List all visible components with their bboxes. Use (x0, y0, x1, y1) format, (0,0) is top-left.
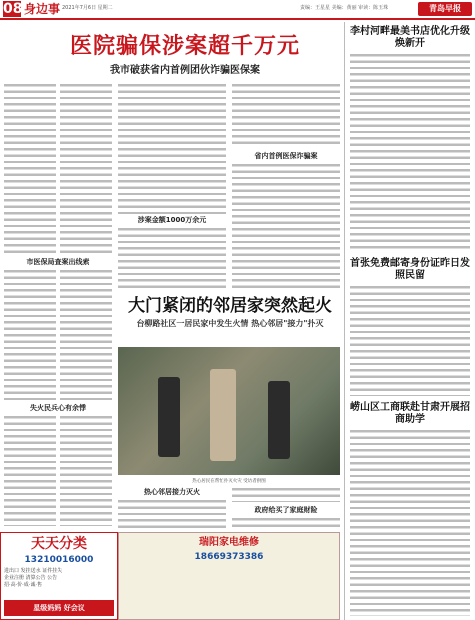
article-body-col9 (232, 84, 340, 148)
person-figure (210, 369, 236, 461)
ad-item: 进出口 发挂送水 证件挂失 (4, 568, 63, 574)
section-heading: 失火民兵心有余悸 (30, 404, 86, 412)
classified-ad-banner: 星级妈妈 好会议 (4, 600, 114, 616)
article-body-col1 (4, 84, 56, 254)
article-body-col10 (232, 164, 340, 292)
right-story1-body (350, 54, 470, 250)
section-heading: 热心邻居接力灭火 (144, 488, 200, 496)
classified-ad-items (4, 568, 114, 589)
header-rule (0, 18, 475, 20)
column-divider (344, 22, 345, 620)
main-subhead: 我市破获省内首例团伙诈骗医保案 (110, 65, 260, 76)
article-body-col13 (232, 518, 340, 528)
article-body-col2 (60, 84, 112, 254)
right-story2-body (350, 286, 470, 396)
service-ad-phone: 18669373386 (194, 552, 264, 562)
main-headline: 医院骗保涉案超千万元 (69, 34, 300, 59)
article-body-col5 (4, 416, 56, 526)
editors-line: 责编：王星星 美编：黄丽 审读：陈玉珠 (300, 5, 389, 11)
person-figure (268, 381, 290, 459)
ad-item: 企业注册 清算公告 公告 (4, 575, 58, 581)
article-body-col4 (60, 270, 112, 400)
article-body-col11 (118, 500, 226, 528)
right-story1-title: 李村河畔最美书店优化升级焕新开 (350, 26, 470, 49)
article-body-col8 (118, 228, 226, 292)
classified-ad-phone: 13210016000 (24, 555, 94, 565)
section-heading: 涉案金额1000万余元 (137, 216, 207, 224)
right-story3-body (350, 430, 470, 616)
article-body-col3 (4, 270, 56, 400)
fire-photo (118, 347, 340, 475)
section-title: 身边事 (24, 2, 61, 16)
story2-subhead: 台柳路社区一居民家中发生火情 热心邻居"接力"扑灭 (136, 319, 324, 328)
service-ad-title: 瑞阳家电维修 (199, 537, 259, 548)
article-body-col7 (118, 84, 226, 214)
person-figure (158, 377, 180, 457)
page-number: 08 (3, 1, 23, 17)
dateline: 2021年7月6日 星期二 (62, 5, 113, 11)
photo-caption: 热心居民在帮忙扑灭火灾 受访者供图 (192, 479, 266, 484)
right-story2-title: 首张免费邮寄身份证昨日发照民留 (350, 258, 470, 281)
paper-logo: 青岛早报 (418, 2, 472, 16)
ad-item: 招·高·价·成·诚·售 (4, 582, 42, 588)
section-heading: 市医保局查案出线索 (26, 258, 90, 266)
section-heading: 省内首例医保诈骗案 (254, 152, 318, 160)
right-story3-title: 崂山区工商联赴甘肃开展招商助学 (350, 402, 470, 425)
section-heading: 政府给买了家庭财险 (254, 506, 318, 514)
classified-ad-title: 天天分类 (31, 536, 87, 552)
article-body-col6 (60, 416, 112, 526)
article-body-col12 (232, 488, 340, 502)
story2-headline: 大门紧闭的邻居家突然起火 (128, 296, 332, 316)
